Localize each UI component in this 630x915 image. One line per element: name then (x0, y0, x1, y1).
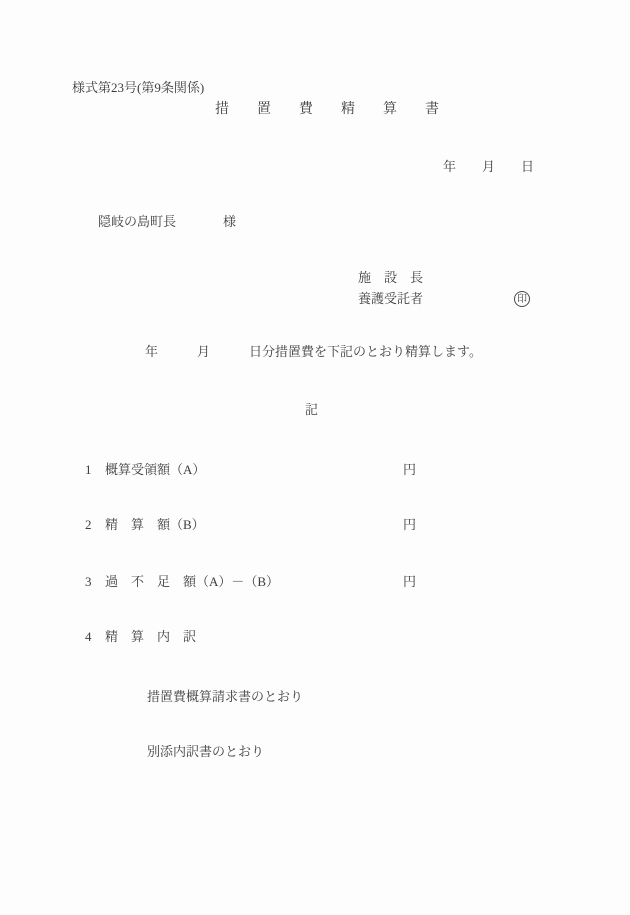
item-number: 2 (85, 517, 92, 532)
item-row-3 (85, 575, 545, 591)
section-marker: 記 (305, 402, 319, 417)
item-number: 1 (85, 462, 92, 477)
item-unit: 円 (403, 574, 417, 589)
seal-stamp-icon: 印 (514, 291, 530, 307)
item-row-2 (85, 518, 545, 534)
document-title: 措 置 費 精 算 書 (215, 102, 439, 117)
item-row-1 (85, 463, 545, 479)
form-number: 様式第23号(第9条関係) (72, 80, 205, 95)
item-row-4 (85, 630, 545, 646)
sub-item-estimate-invoice: 措置費概算請求書のとおり (147, 689, 304, 704)
addressee-honorific: 様 (223, 214, 237, 229)
item-label: 過 不 足 額（A）－（B） (105, 574, 280, 589)
item-label: 概算受領額（A） (105, 462, 206, 477)
date-line: 年 月 日 (443, 159, 535, 174)
item-label: 精 算 内 訳 (105, 629, 197, 644)
item-unit: 円 (403, 462, 417, 477)
item-number: 3 (85, 574, 92, 589)
sender-facility-head: 施 設 長 (358, 270, 424, 285)
item-number: 4 (85, 629, 92, 644)
item-unit: 円 (403, 517, 417, 532)
addressee-name: 隠岐の島町長 (98, 214, 177, 229)
sub-item-attached-breakdown: 別添内訳書のとおり (147, 744, 265, 759)
item-label: 精 算 額（B） (105, 517, 205, 532)
body-statement: 年 月 日分措置費を下記のとおり精算します。 (145, 344, 482, 359)
sender-care-trustee: 養護受託者 (358, 291, 424, 306)
